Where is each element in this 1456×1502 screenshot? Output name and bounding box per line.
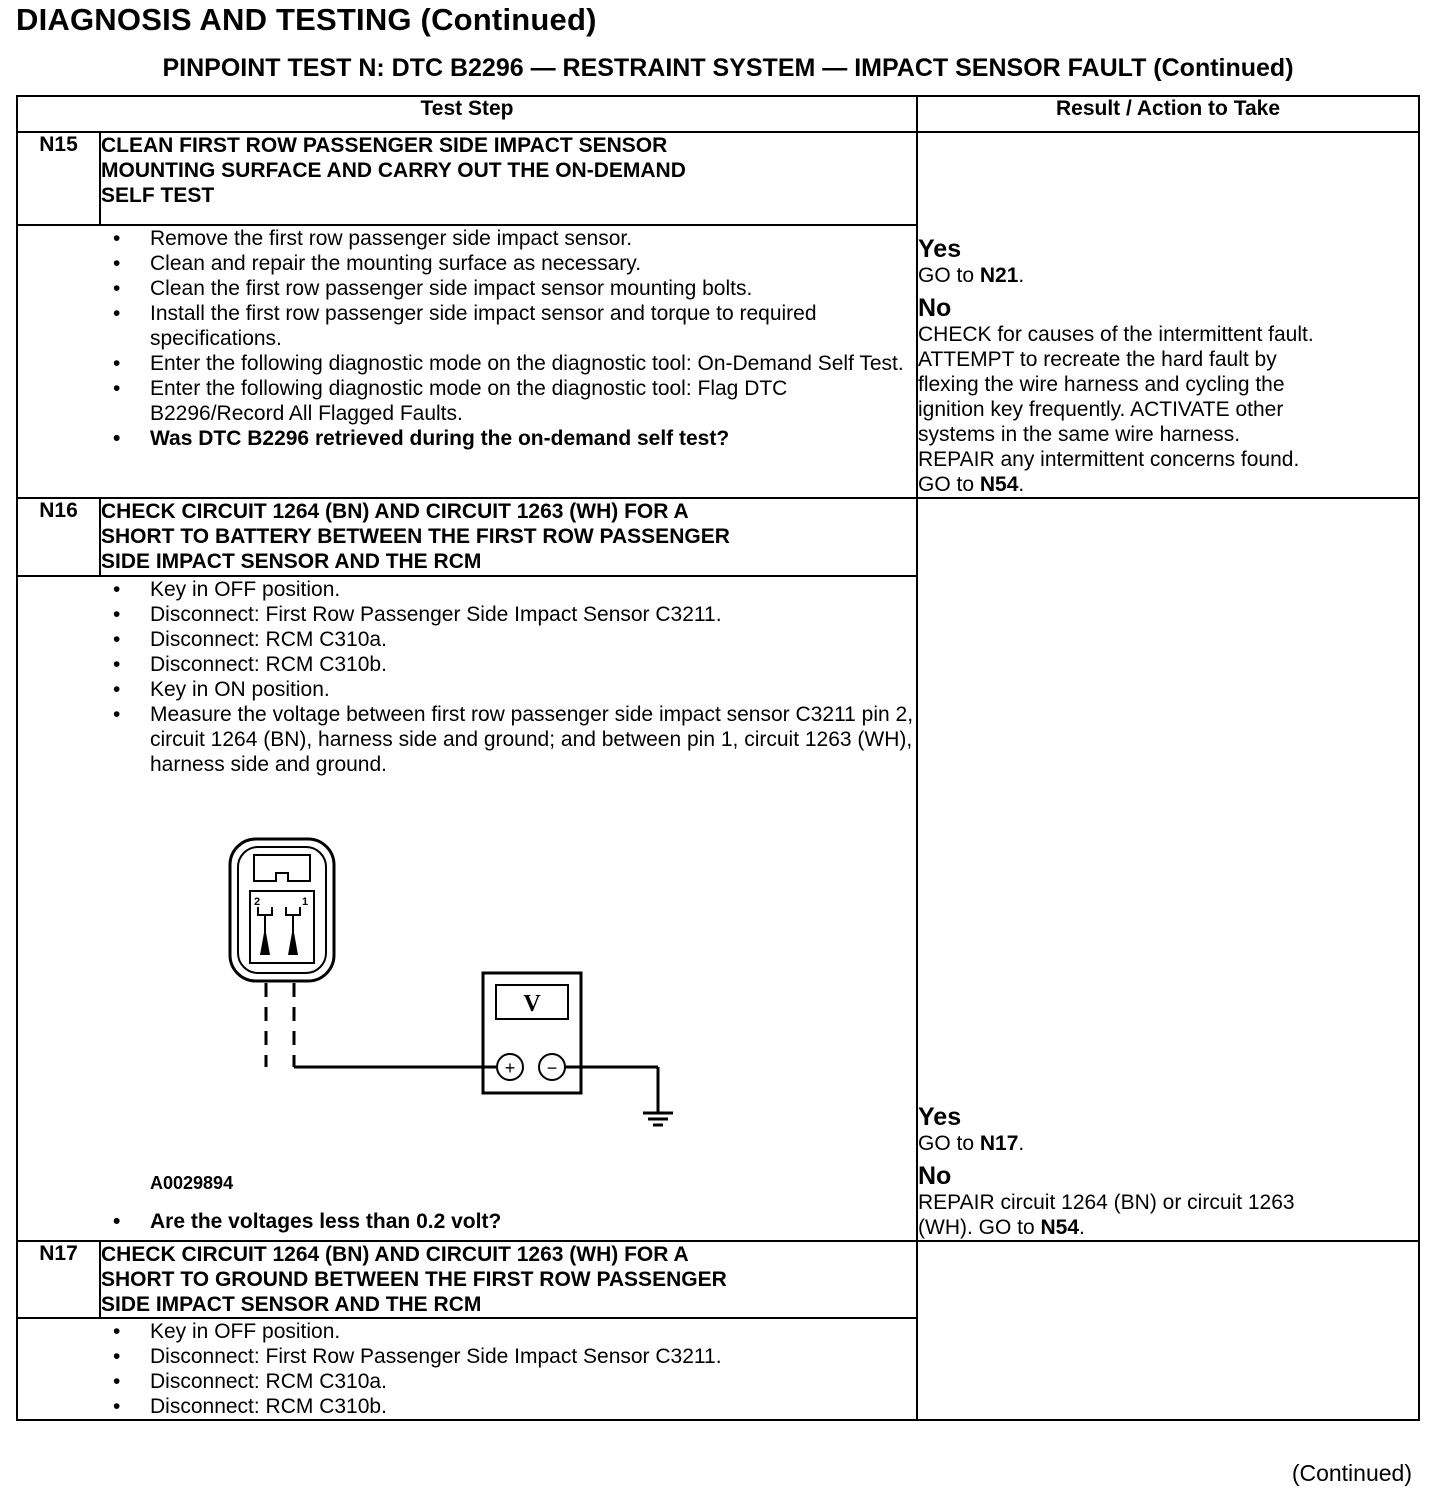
list-item: • Remove the first row passenger side impact sensor. <box>18 226 916 251</box>
yes-label: Yes <box>918 1103 962 1131</box>
table-header-row <box>17 96 1419 132</box>
pinpoint-test-table <box>16 95 1420 1421</box>
list-item: • Disconnect: First Row Passenger Side Impact Sensor C3211. <box>18 1344 916 1369</box>
probe-left <box>260 927 270 955</box>
step-instructions <box>17 576 917 1241</box>
step-n17-title-row <box>17 1241 1419 1318</box>
connector-body <box>230 839 334 981</box>
list-item: • Key in OFF position. <box>18 577 916 602</box>
result-header: Result / Action to Take <box>917 96 1419 132</box>
yes-action: GO to N17. <box>918 1132 1025 1155</box>
no-label: No <box>918 1162 952 1190</box>
plus-terminal: + <box>504 1057 516 1078</box>
step-title-line: SELF TEST <box>101 184 215 207</box>
figure-id: A0029894 <box>150 1172 234 1193</box>
step-n15-title-row <box>17 132 1419 225</box>
list-item: • Key in ON position. <box>18 677 916 702</box>
list-item: • Clean and repair the mounting surface as necessary. <box>18 251 916 276</box>
step-n16-title-row <box>17 498 1419 576</box>
step-instructions <box>17 1318 917 1420</box>
yes-action: GO to N21. <box>918 264 1025 287</box>
step-instructions <box>17 225 917 498</box>
step-question: • Are the voltages less than 0.2 volt? <box>18 1209 916 1234</box>
list-item: • Key in OFF position. <box>18 1319 916 1344</box>
connector-inner <box>238 847 326 973</box>
list-item: • Disconnect: RCM C310a. <box>18 1369 916 1394</box>
goto-link[interactable]: N17 <box>979 1132 1019 1155</box>
voltmeter-symbol: V <box>523 990 541 1017</box>
step-title <box>100 1241 917 1318</box>
step-title-line: MOUNTING SURFACE AND CARRY OUT THE ON-DEMAND <box>101 159 686 182</box>
goto-link[interactable]: N54 <box>979 473 1019 496</box>
pinpoint-test-title: PINPOINT TEST N: DTC B2296 — RESTRAINT SYSTEM — IMPACT SENSOR FAULT (Continued) <box>162 54 1294 82</box>
list-item: • Disconnect: RCM C310b. <box>18 1394 916 1419</box>
list-item: • Clean the first row passenger side impact sensor mounting bolts. <box>18 276 916 301</box>
list-item: • Disconnect: First Row Passenger Side Impact Sensor C3211. <box>18 602 916 627</box>
step-n17-result <box>917 1241 1419 1420</box>
step-title-line: SIDE IMPACT SENSOR AND THE RCM <box>101 1293 482 1316</box>
goto-link[interactable]: N54 <box>1040 1216 1080 1239</box>
step-number: N17 <box>17 1241 100 1318</box>
step-n15-result <box>917 132 1419 498</box>
minus-terminal: − <box>546 1057 558 1078</box>
list-item: • Measure the voltage between first row passenger side impact sensor C3211 pin 2, circuit 1264 (BN), harness side and ground; and between pin 1, circuit 1263 (WH), harness side and ground. <box>18 702 916 777</box>
continued-label: (Continued) <box>1291 1460 1412 1486</box>
list-item: • Enter the following diagnostic mode on the diagnostic tool: On-Demand Self Test. <box>18 351 916 376</box>
step-number: N16 <box>17 498 100 576</box>
no-action: REPAIR circuit 1264 (BN) or circuit 1263 (WH). GO to N54. <box>918 1191 1295 1239</box>
list-item: • Install the first row passenger side impact sensor and torque to required specifications. <box>18 301 916 351</box>
yes-label: Yes <box>918 235 962 263</box>
step-title-line: CHECK CIRCUIT 1264 (BN) AND CIRCUIT 1263 (WH) FOR A <box>101 500 689 523</box>
list-item: • Disconnect: RCM C310b. <box>18 652 916 677</box>
step-title-line: SHORT TO GROUND BETWEEN THE FIRST ROW PASSENGER <box>101 1268 727 1291</box>
step-title-line: SIDE IMPACT SENSOR AND THE RCM <box>101 550 482 573</box>
step-title <box>100 132 917 225</box>
pin-label: 2 <box>254 895 261 908</box>
step-title-line: CHECK CIRCUIT 1264 (BN) AND CIRCUIT 1263 (WH) FOR A <box>101 1243 689 1266</box>
step-number: N15 <box>17 132 100 225</box>
step-n16-result <box>917 498 1419 1241</box>
step-question: • Was DTC B2296 retrieved during the on-demand self test? <box>18 426 916 451</box>
step-title-line: SHORT TO BATTERY BETWEEN THE FIRST ROW PASSENGER <box>101 525 730 548</box>
no-label: No <box>918 294 952 322</box>
goto-link[interactable]: N21 <box>979 264 1019 287</box>
test-step-header: Test Step <box>17 96 917 132</box>
list-item: • Enter the following diagnostic mode on the diagnostic tool: Flag DTC B2296/Record All Flagged Faults. <box>18 376 916 426</box>
connector-latch <box>254 855 310 881</box>
voltage-test-diagram <box>18 777 916 1209</box>
step-title-line: CLEAN FIRST ROW PASSENGER SIDE IMPACT SENSOR <box>101 134 668 157</box>
list-item: • Disconnect: RCM C310a. <box>18 627 916 652</box>
step-title <box>100 498 917 576</box>
diagram-illustration <box>18 777 833 1209</box>
probe-right <box>288 927 298 955</box>
pin-label: 1 <box>302 895 309 908</box>
page-title: DIAGNOSIS AND TESTING (Continued) <box>16 2 597 37</box>
no-action: CHECK for causes of the intermittent fault. ATTEMPT to recreate the hard fault by flexing the wire harness and cycling the ignition key frequently. ACTIVATE other systems in the same wire harness. REPAIR any intermittent concerns found. GO to N54. <box>918 323 1314 496</box>
